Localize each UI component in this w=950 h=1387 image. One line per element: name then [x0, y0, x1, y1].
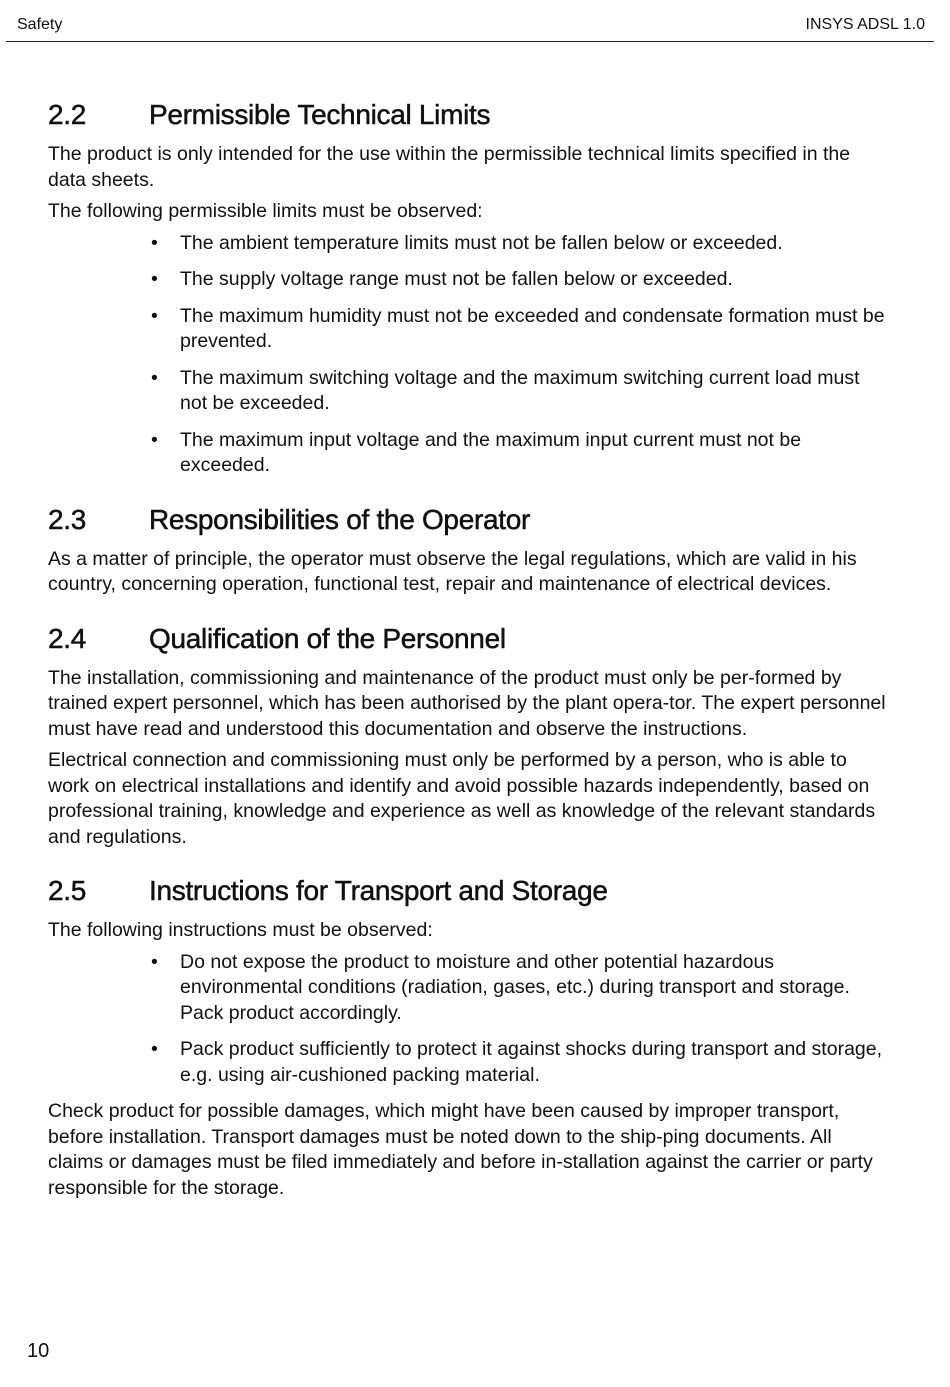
- bullet-icon: •: [151, 304, 158, 327]
- paragraph: Check product for possible damages, which might have been caused by improper transport, before installation. Transport damages must be noted down to the ship-ping documents. All claims or damages must be filed immediately and before in-stallation against the carrier or party responsible for the storage.: [48, 1100, 873, 1199]
- list-item: • The maximum input voltage and the maximum input current must not be exceeded.: [151, 428, 802, 476]
- paragraph: The following instructions must be observed:: [48, 919, 433, 941]
- header-product: INSYS ADSL 1.0: [805, 16, 925, 33]
- list-item: • The maximum humidity must not be exceeded and condensate formation must be prevented.: [151, 304, 885, 352]
- header-chapter: Safety: [17, 16, 63, 33]
- section-2-2: [48, 96, 888, 479]
- paragraph: The following permissible limits must be observed:: [48, 200, 483, 222]
- list-item: • The maximum switching voltage and the maximum switching current load must not be exceeded.: [151, 366, 860, 414]
- paragraph: Electrical connection and commissioning must only be performed by a person, who is able to work on electrical installations and identify and avoid possible hazards independently, based on professional training, knowledge and experience as well as knowledge of the relevant standards and regulations.: [48, 749, 876, 848]
- paragraph: The product is only intended for the use within the permissible technical limits specified in the data sheets.: [48, 143, 851, 191]
- paragraph: As a matter of principle, the operator must observe the legal regulations, which are valid in his country, concerning operation, functional test, repair and maintenance of electrical devices.: [48, 547, 857, 595]
- section-2-5: [48, 872, 888, 1201]
- bullet-list: [48, 950, 888, 1089]
- list-item: • Pack product sufficiently to protect it against shocks during transport and storage, e.g. using air-cushioned packing material.: [151, 1038, 883, 1086]
- section-heading: [48, 96, 888, 134]
- section-number: 2.2: [48, 99, 87, 130]
- document-body: [48, 96, 888, 1223]
- list-item: • Do not expose the product to moisture and other potential hazardous environmental conditions (radiation, gases, etc.) during transport and storage. Pack product accordingly.: [151, 950, 850, 1024]
- page-header: [6, 0, 934, 42]
- page-number: 10: [27, 1340, 50, 1362]
- section-heading: [48, 501, 888, 539]
- bullet-icon: •: [151, 1038, 158, 1060]
- list-item: • The ambient temperature limits must not be fallen below or exceeded.: [151, 231, 888, 257]
- section-number: 2.5: [48, 875, 87, 906]
- bullet-icon: •: [151, 366, 158, 389]
- section-number: 2.3: [48, 503, 87, 535]
- section-2-4: [48, 620, 888, 851]
- section-title: Qualification of the Personnel: [149, 622, 506, 654]
- list-item: • The supply voltage range must not be fallen below or exceeded.: [151, 267, 888, 293]
- bullet-list: [48, 231, 888, 479]
- section-title: Permissible Technical Limits: [149, 99, 491, 130]
- paragraph: The installation, commissioning and maintenance of the product must only be per-formed by trained expert personnel, which has been authorised by the plant opera-tor. The expert personnel must have read and understood this documentation and observe the instructions.: [48, 666, 886, 740]
- section-title: Instructions for Transport and Storage: [149, 875, 608, 906]
- section-2-3: [48, 501, 888, 598]
- bullet-icon: •: [151, 428, 158, 451]
- section-title: Responsibilities of the Operator: [149, 503, 531, 535]
- bullet-icon: •: [151, 950, 158, 973]
- section-number: 2.4: [48, 622, 87, 654]
- section-heading: [48, 620, 888, 658]
- bullet-icon: •: [151, 268, 158, 290]
- bullet-icon: •: [151, 231, 158, 254]
- section-heading: [48, 872, 888, 910]
